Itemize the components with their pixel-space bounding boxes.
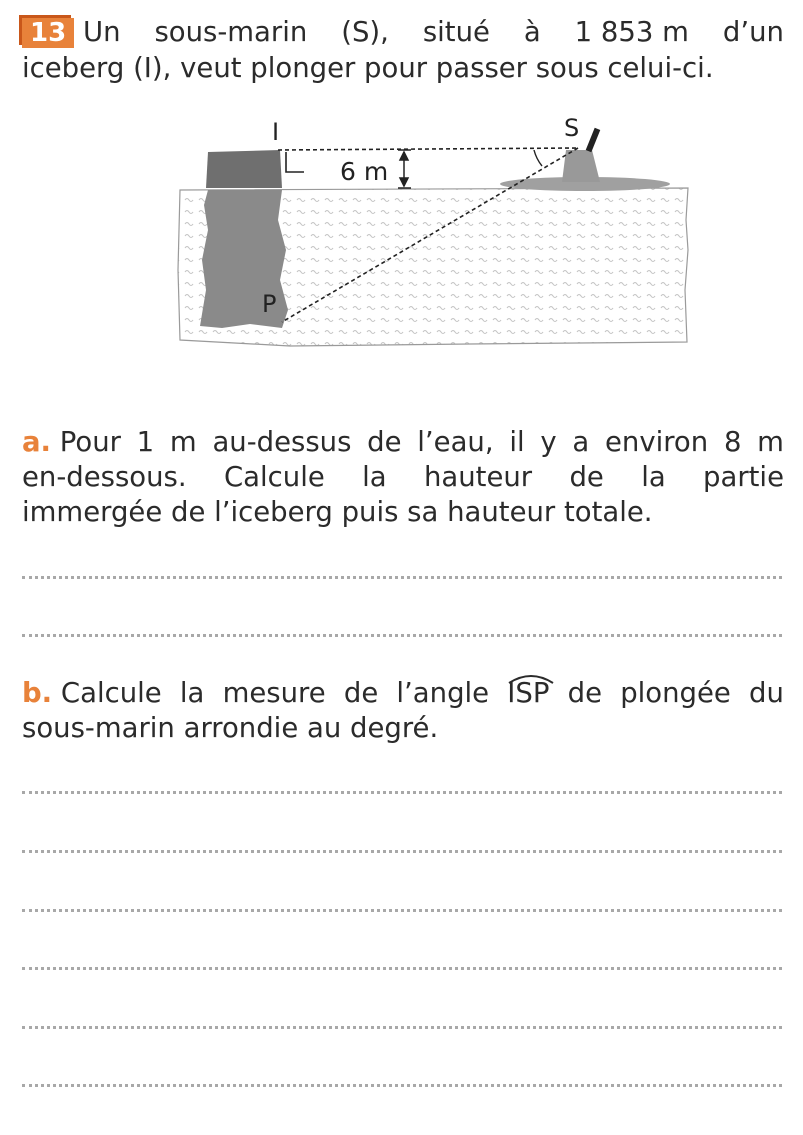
question-a-line-3: immergée de l’iceberg puis sa hauteur totale. xyxy=(22,496,653,528)
question-b-line-2: sous-marin arrondie au degré. xyxy=(22,712,439,744)
right-angle-marker xyxy=(286,152,304,172)
question-b-letter: b. xyxy=(22,677,53,709)
answer-line[interactable] xyxy=(22,850,782,853)
answer-line[interactable] xyxy=(22,576,782,579)
answer-line[interactable] xyxy=(22,791,782,794)
angle-arc-S xyxy=(534,150,542,166)
question-b xyxy=(22,676,784,746)
iceberg-submarine-figure xyxy=(170,110,700,355)
depth-arrow xyxy=(398,150,411,188)
angle-ISP: ISP xyxy=(507,676,549,711)
label-I: I xyxy=(272,118,280,146)
question-a-line-1: a. Pour 1 m au-dessus de l’eau, il y a environ 8 m xyxy=(22,426,784,458)
answer-line[interactable] xyxy=(22,909,782,912)
exercise-intro xyxy=(22,14,784,86)
question-a-line-2: en-dessous. Calcule la hauteur de la partie xyxy=(22,461,784,493)
intro-line-1: 13 Un sous-marin (S), situé à 1 853 m d’un xyxy=(22,14,784,50)
line-IS xyxy=(278,148,578,150)
label-S: S xyxy=(564,114,580,142)
label-P: P xyxy=(262,290,277,318)
answer-line[interactable] xyxy=(22,634,782,637)
answer-line[interactable] xyxy=(22,967,782,970)
iceberg-above-water xyxy=(206,150,282,188)
answer-line[interactable] xyxy=(22,1084,782,1087)
question-a-letter: a. xyxy=(22,426,52,458)
answer-line[interactable] xyxy=(22,1026,782,1029)
question-a xyxy=(22,425,784,530)
submarine-periscope xyxy=(586,128,601,153)
angle-hat-icon xyxy=(507,672,555,684)
submarine-tower xyxy=(562,150,600,182)
intro-line-2: iceberg (I), veut plonger pour passer sous celui-ci. xyxy=(22,52,714,84)
exercise-number-badge: 13 xyxy=(22,18,74,48)
question-b-line-1: b. Calcule la mesure de l’angle ISP de plongée du xyxy=(22,676,784,711)
distance-label: 6 m xyxy=(340,157,389,186)
